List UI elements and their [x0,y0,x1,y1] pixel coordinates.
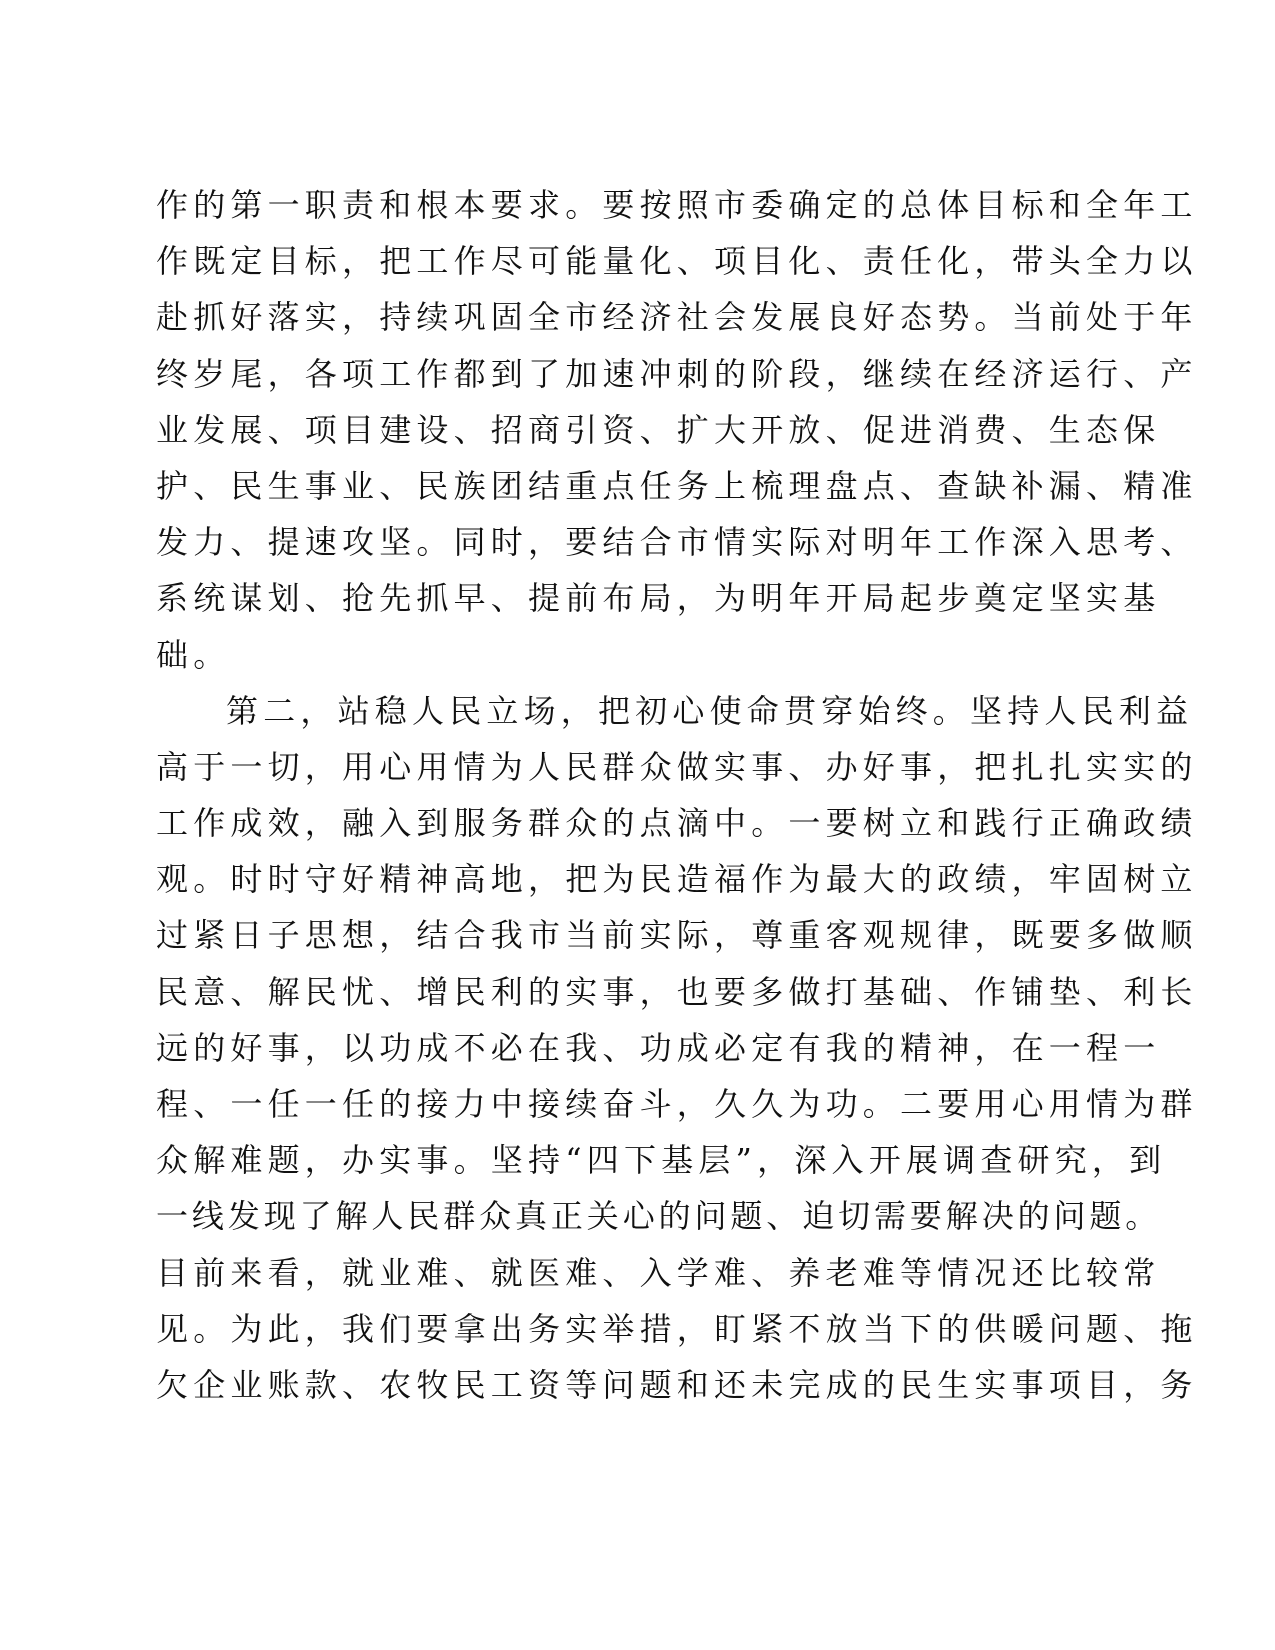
text-line: 工作成效，融入到服务群众的点滴中。一要树立和践行正确政绩 [156,804,1198,843]
text-line: 高于一切，用心用情为人民群众做实事、办好事，把扎扎实实的 [156,747,1198,786]
text-line: 远的好事，以功成不必在我、功成必定有我的精神，在一程一 [156,1028,1161,1067]
text-line: 发力、提速攻坚。同时，要结合市情实际对明年工作深入思考、 [156,523,1198,562]
text-line: 赴抓好落实，持续巩固全市经济社会发展良好态势。当前处于年 [156,298,1198,337]
text-line: 民意、解民忧、增民利的实事，也要多做打基础、作铺垫、利长 [156,972,1198,1011]
text-line: 程、一任一任的接力中接续奋斗，久久为功。二要用心用情为群 [156,1085,1198,1123]
text-line: 欠企业账款、农牧民工资等问题和还未完成的民生实事项目，务 [156,1365,1198,1404]
body-text [156,177,1198,1413]
text-line: 础。 [156,635,231,674]
text-line: 过紧日子思想，结合我市当前实际，尊重客观规律，既要多做顺 [156,916,1198,955]
text-line: 系统谋划、抢先抓早、提前布局，为明年开局起步奠定坚实基 [156,579,1161,618]
paragraph-heading-line: 第二，站稳人民立场，把初心使命贯穿始终。坚持人民利益 [226,691,1194,730]
text-line: 终岁尾，各项工作都到了加速冲刺的阶段，继续在经济运行、产 [156,354,1198,393]
text-line: 众解难题，办实事。坚持“四下基层”，深入开展调查研究，到 [156,1141,1167,1180]
text-line: 观。时时守好精神高地，把为民造福作为最大的政绩，牢固树立 [156,860,1198,899]
text-line: 见。为此，我们要拿出务实举措，盯紧不放当下的供暖问题、拖 [156,1309,1198,1348]
text-line: 护、民生事业、民族团结重点任务上梳理盘点、查缺补漏、精准 [156,466,1198,505]
text-line: 一线发现了解人民群众真正关心的问题、迫切需要解决的问题。 [156,1197,1162,1236]
text-line: 作的第一职责和根本要求。要按照市委确定的总体目标和全年工 [156,186,1198,224]
text-line: 业发展、项目建设、招商引资、扩大开放、促进消费、生态保 [156,410,1161,449]
text-line: 目前来看，就业难、就医难、入学难、养老难等情况还比较常 [156,1253,1161,1292]
text-line: 作既定目标，把工作尽可能量化、项目化、责任化，带头全力以 [156,242,1198,281]
